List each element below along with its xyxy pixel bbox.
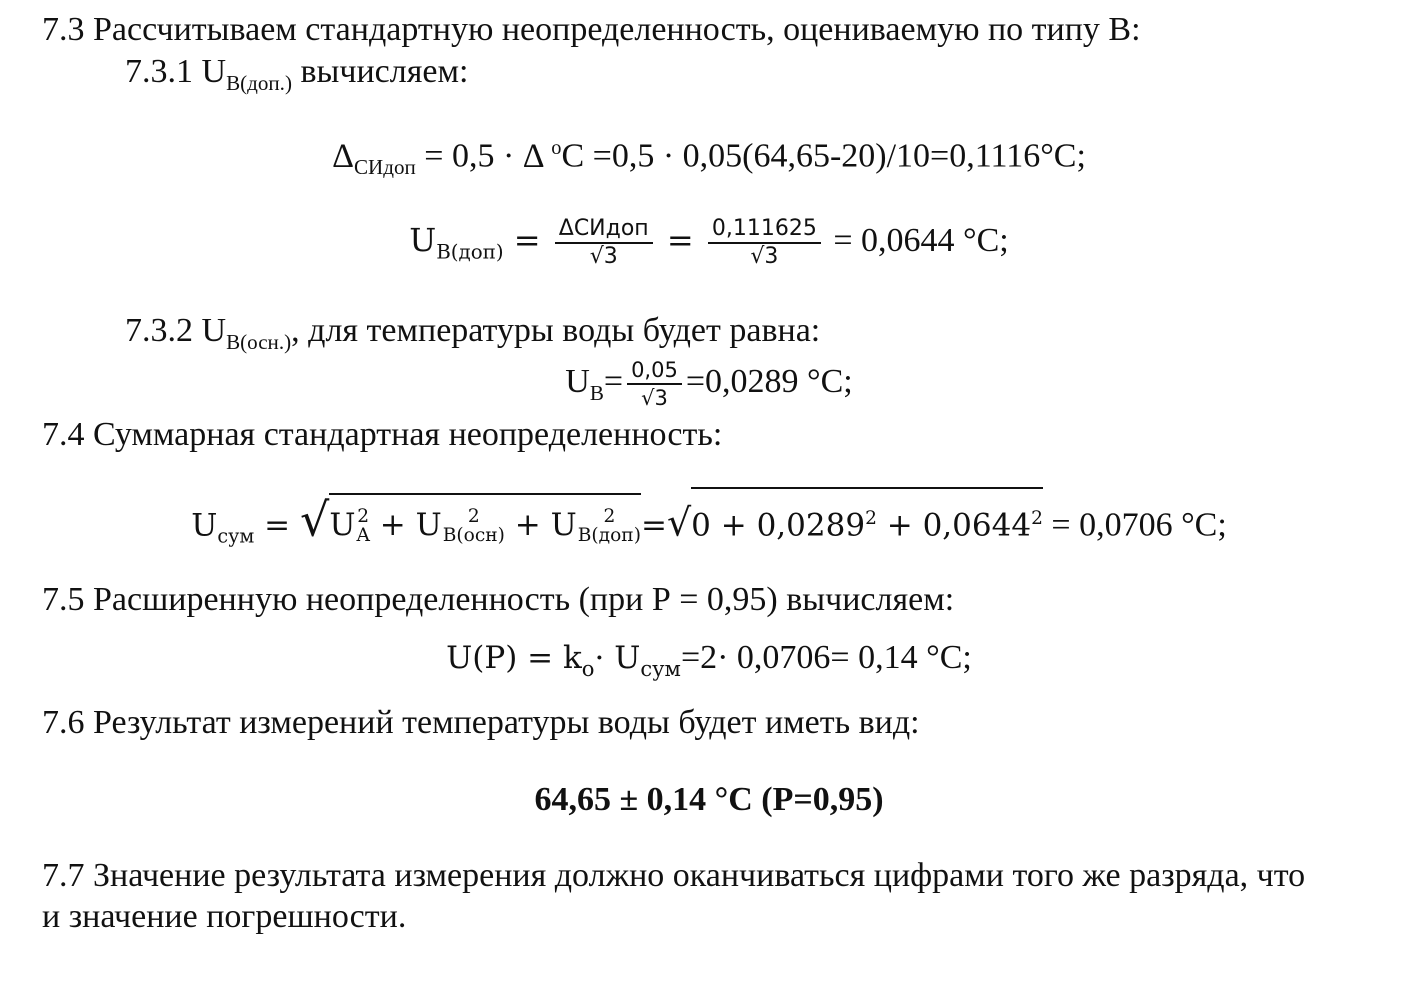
eq3-frac-den: √3 bbox=[641, 386, 668, 411]
heading-7-3-2-rest: , для температуры воды будет равна: bbox=[291, 312, 821, 349]
eq1-b: С =0,5 · 0,05(64,65-20)/10=0,1116°С; bbox=[561, 137, 1086, 175]
eq5-b: · U bbox=[594, 640, 641, 676]
equation-ub-osn bbox=[0, 352, 1418, 423]
heading-7-3-2-label: 7.3.2 U bbox=[125, 312, 227, 349]
eq5-c: =2· 0,0706= 0,14 °С; bbox=[680, 639, 972, 676]
heading-7-3 bbox=[42, 10, 1141, 50]
eq2-fraction-1 bbox=[555, 216, 653, 270]
heading-7-3-1-label: 7.3.1 U bbox=[125, 53, 227, 90]
eq5-u-sub: сум bbox=[640, 655, 681, 681]
paragraph-7-7-line2 bbox=[42, 897, 406, 937]
heading-7-6-text: 7.6 Результат измерений температуры воды будет иметь вид: bbox=[42, 704, 920, 741]
eq4-subsup-3 bbox=[578, 508, 641, 545]
heading-7-4 bbox=[42, 415, 722, 455]
eq4-r-u2: U bbox=[415, 507, 442, 544]
heading-7-5 bbox=[42, 580, 954, 620]
eq4-sub-3: В(доп) bbox=[577, 524, 641, 546]
eq4-r-u3: U bbox=[550, 507, 577, 544]
heading-7-3-text: 7.3 Рассчитываем стандартную неопределенность, оцениваемую по типу В: bbox=[42, 11, 1141, 48]
eq1-degree-o: o bbox=[551, 137, 562, 159]
eq4-root2-sup-b: 2 bbox=[1031, 508, 1043, 529]
paragraph-7-7-text2: и значение погрешности. bbox=[42, 898, 407, 935]
eq2-eq2: = bbox=[656, 221, 704, 259]
equation-u-sum bbox=[0, 487, 1418, 567]
eq4-eq2: = bbox=[640, 507, 667, 544]
paragraph-7-7-text1: 7.7 Значение результата измерения должно оканчиваться цифрами того же разряда, что bbox=[42, 857, 1306, 894]
eq4-subsup-2 bbox=[443, 508, 505, 545]
eq3-u: U bbox=[565, 363, 590, 400]
eq2-u: U bbox=[409, 221, 437, 259]
eq4-r-u1: U bbox=[329, 507, 356, 544]
eq4-plus-2: + bbox=[504, 507, 551, 544]
sqrt-sign-2: √ bbox=[666, 500, 692, 545]
eq4-sup-2: 2 bbox=[467, 506, 480, 528]
eq3-fraction bbox=[627, 357, 682, 411]
equation-ub-dop bbox=[0, 210, 1418, 282]
eq4-sup-1: 2 bbox=[357, 506, 370, 528]
eq4-root2-a: 0 + 0,0289 bbox=[691, 507, 866, 544]
eq4-lhs-sub: сум bbox=[217, 524, 255, 548]
eq4-root2-sup-a: 2 bbox=[865, 508, 877, 529]
heading-7-3-2-sub: В(осн.) bbox=[226, 329, 292, 354]
eq2-sub: В(доп) bbox=[436, 240, 504, 264]
eq4-sup-3: 2 bbox=[603, 506, 616, 528]
eq1-sub: СИдоп bbox=[353, 155, 416, 180]
equation-delta-si bbox=[0, 128, 1418, 187]
eq4-eq: = bbox=[254, 507, 301, 544]
eq3-frac-num: 0,05 bbox=[627, 357, 682, 385]
sqrt-sign-1: √ bbox=[300, 492, 330, 547]
result-value: 64,65 ± 0,14 °С (Р=0,95) bbox=[534, 781, 884, 818]
eq3-sub: В bbox=[589, 380, 604, 405]
eq4-plus-1: + bbox=[369, 507, 416, 544]
eq5-a: U(P) = k bbox=[446, 640, 582, 676]
heading-7-3-1 bbox=[125, 52, 468, 103]
heading-7-3-1-rest: вычисляем: bbox=[291, 53, 469, 90]
sqrt-radicand-2 bbox=[691, 487, 1043, 555]
eq4-lhs-u: U bbox=[191, 507, 218, 544]
heading-7-6 bbox=[42, 703, 920, 743]
sqrt-radicand-1 bbox=[329, 493, 641, 555]
eq4-subsup-1 bbox=[356, 508, 369, 545]
eq4-sub-2: В(осн) bbox=[442, 524, 505, 546]
equation-u-p bbox=[0, 638, 1418, 689]
eq4-root2-b: + 0,0644 bbox=[876, 507, 1032, 544]
result-line bbox=[0, 780, 1418, 820]
eq3-tail: =0,0289 °С; bbox=[685, 363, 853, 400]
eq2-frac1-den: √3 bbox=[589, 243, 618, 269]
eq5-k-sub: o bbox=[581, 655, 595, 681]
eq2-tail: = 0,0644 °С; bbox=[824, 222, 1009, 259]
eq2-frac1-num: ΔСИдоп bbox=[555, 216, 653, 244]
eq2-frac2-num: 0,111625 bbox=[708, 216, 821, 244]
eq1-a: = 0,5 · Δ bbox=[415, 137, 552, 175]
heading-7-3-1-sub: В(доп.) bbox=[226, 70, 292, 95]
eq2-eq1: = bbox=[503, 221, 551, 259]
heading-7-4-text: 7.4 Суммарная стандартная неопределенность: bbox=[42, 416, 723, 453]
eq3-eq: = bbox=[603, 363, 624, 400]
eq2-fraction-2 bbox=[708, 216, 821, 270]
heading-7-5-text: 7.5 Расширенную неопределенность (при Р = 0,95) вычисляем: bbox=[42, 581, 955, 618]
eq4-tail: = 0,0706 °С; bbox=[1042, 506, 1227, 544]
paragraph-7-7-line1 bbox=[42, 856, 1305, 896]
eq4-sub-1: A bbox=[356, 524, 370, 546]
eq2-frac2-den: √3 bbox=[750, 243, 779, 269]
eq1-delta: Δ bbox=[332, 137, 354, 175]
